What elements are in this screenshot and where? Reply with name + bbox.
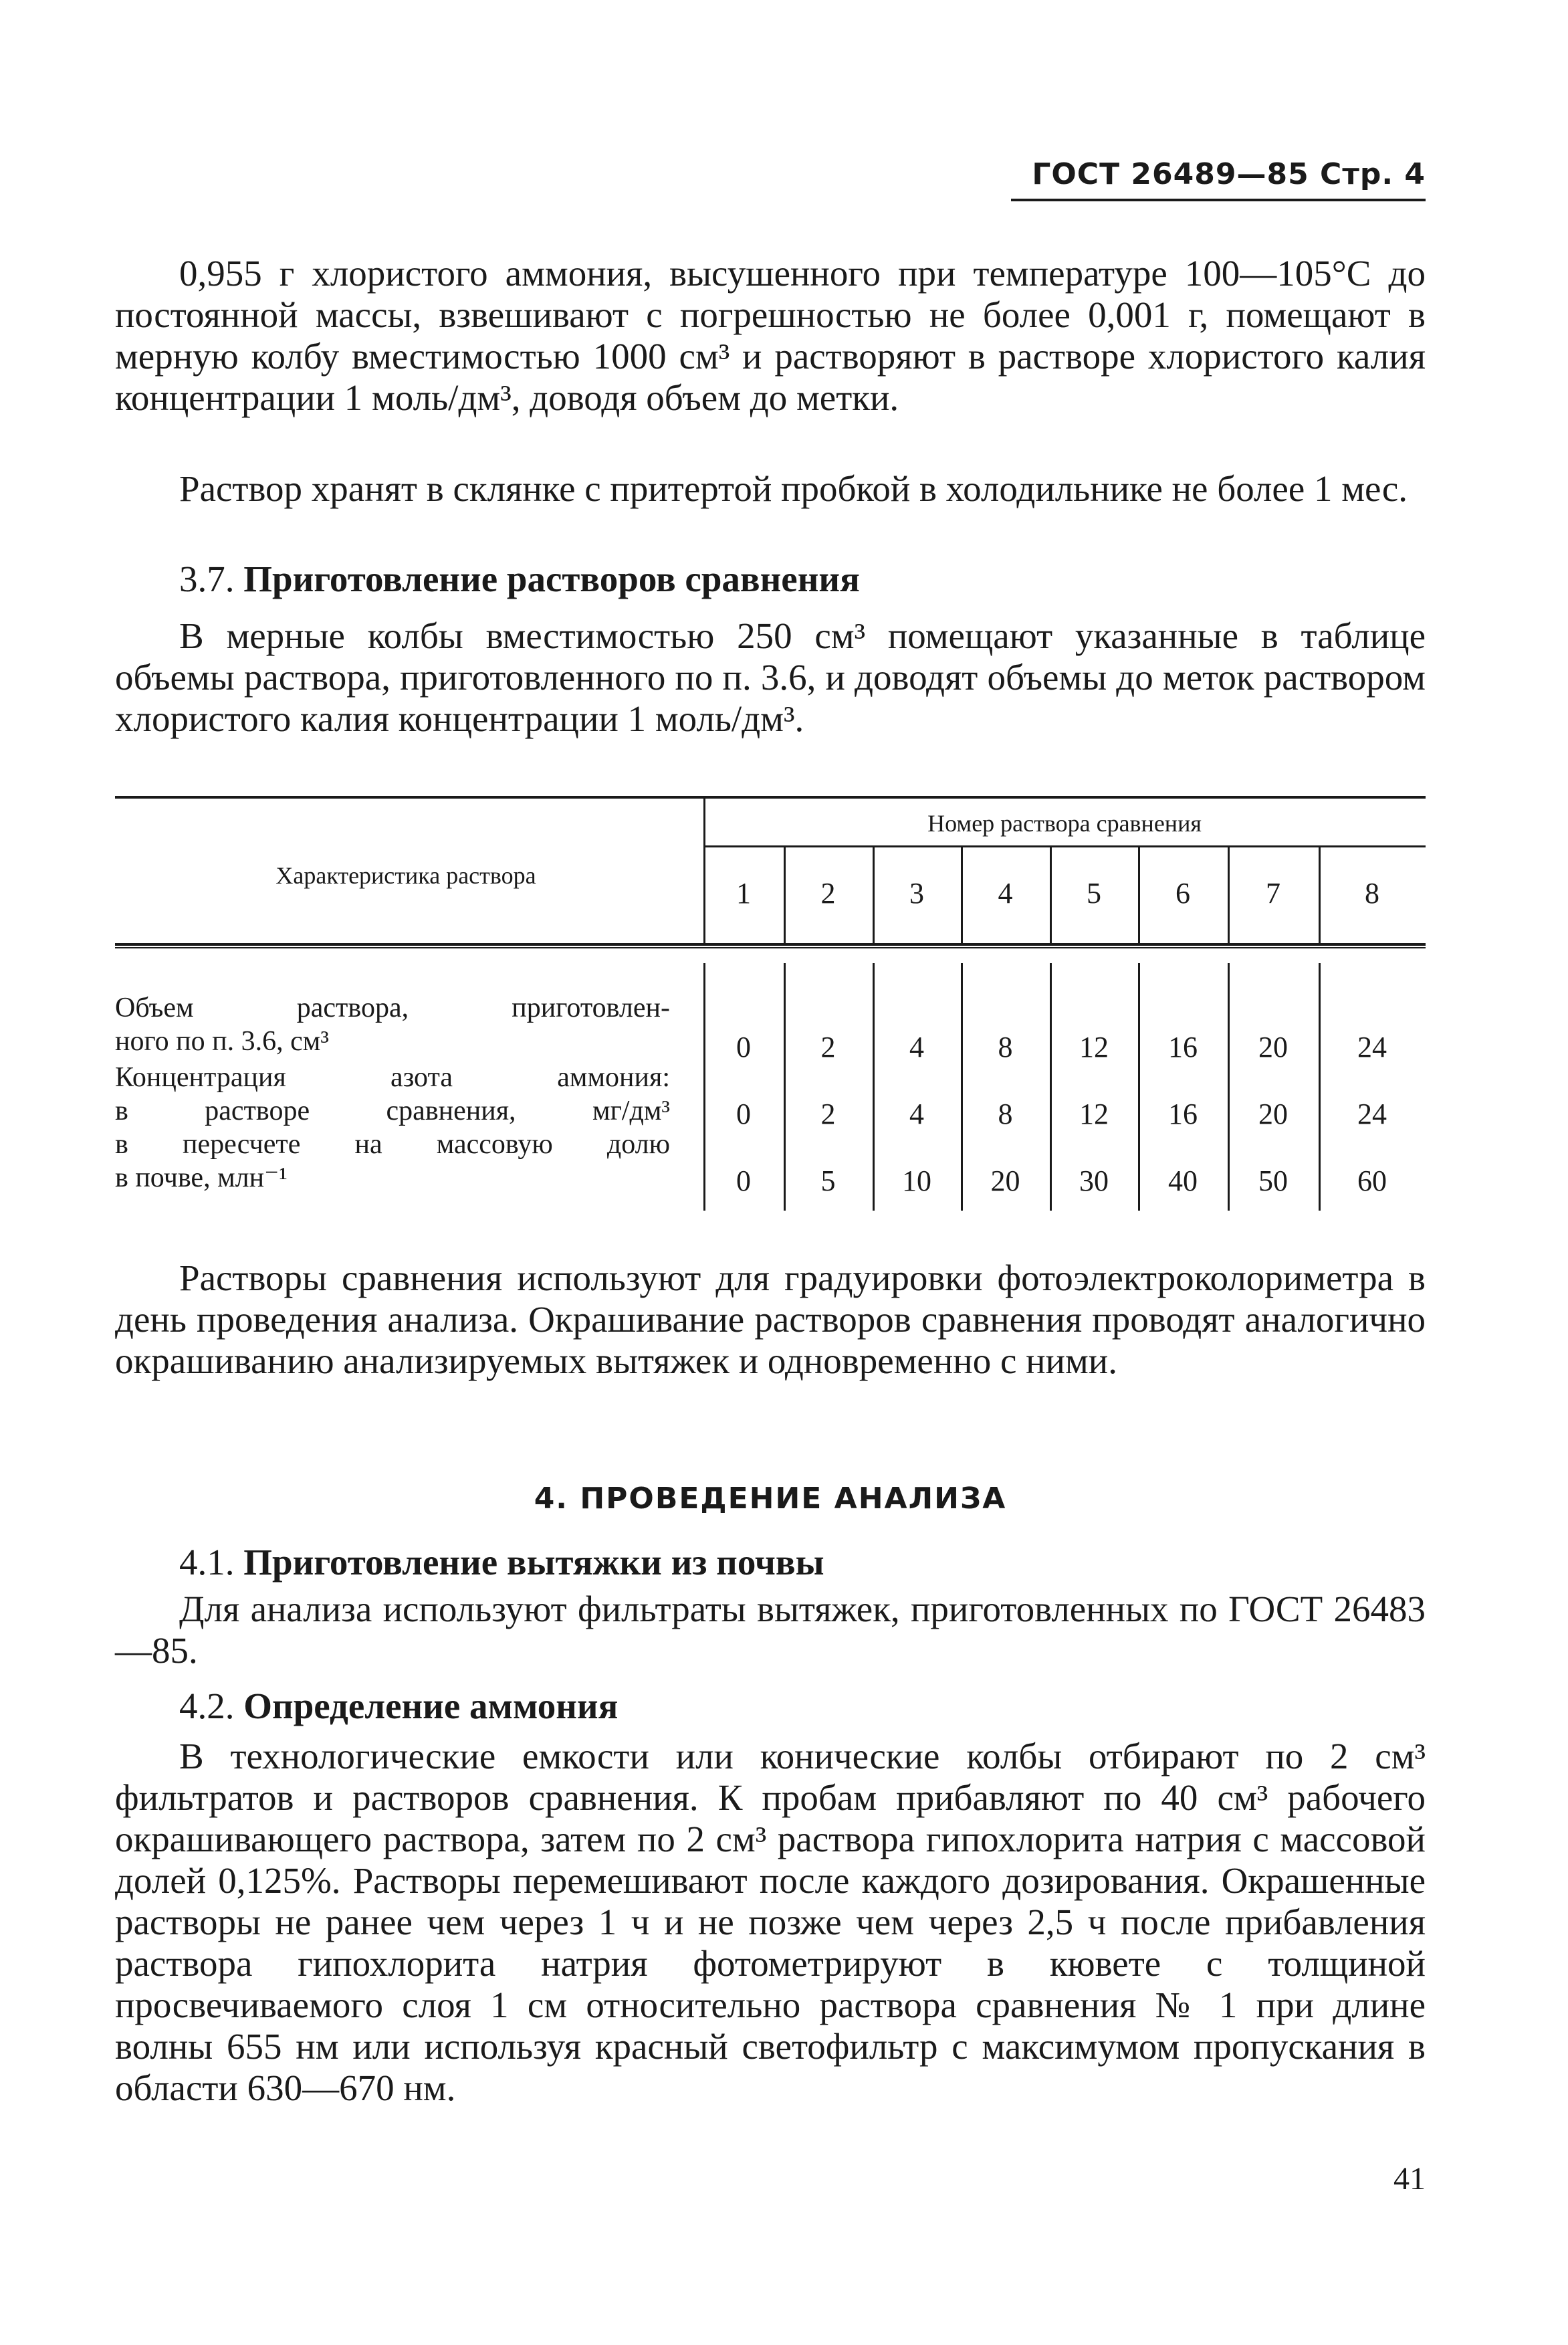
reference-solutions-table (115, 796, 1426, 1217)
table-cell: 0 (736, 1098, 751, 1130)
table-cell: 2 (820, 1098, 836, 1130)
table-cell: 4 (909, 1098, 924, 1130)
page-number: 41 (1393, 2161, 1426, 2197)
table-vline-header-left (703, 796, 705, 943)
section-4-1-title: Приготовление вытяжки из почвы (243, 1542, 824, 1583)
section-4-2-title: Определение аммония (243, 1686, 619, 1726)
table-row-3-label-line1: в пересчете на массовую долю (115, 1129, 670, 1160)
table-cell: 0 (736, 1031, 751, 1063)
table-header-rule-double (115, 947, 1426, 948)
table-row-3-label-line2: в почве, млн⁻¹ (115, 1162, 288, 1193)
table-top-rule (115, 796, 1426, 799)
table-cell: 30 (1079, 1164, 1109, 1197)
table-cell: 24 (1357, 1098, 1387, 1130)
section-4-2-heading (179, 1686, 618, 1727)
col-number: 2 (820, 877, 836, 910)
table-cell: 60 (1357, 1164, 1387, 1197)
paragraph-1: 0,955 г хлористого аммония, высушенного при температуре 100—105°С до постоянной массы, взвешивают с погрешностью не более 0,001 г, помещают в мерную колбу вместимостью 1000 см³ и растворяют в растворе хлористого калия концентрации 1 моль/дм³, доводя объем до метки. (115, 253, 1426, 418)
table-header-group: Номер раствора сравнения (927, 810, 1202, 837)
col-number: 3 (909, 877, 924, 910)
col-number: 8 (1365, 877, 1379, 910)
section-4-2-number: 4.2. (179, 1686, 235, 1726)
paragraph-6: В технологические емкости или конические колбы отбирают по 2 см³ фильтратов и растворов сравнения. К пробам прибавляют по 40 см³ рабочего окрашивающего раствора, затем по 2 см³ раствора гипохлорита натрия с массовой долей 0,125%. Растворы перемешивают после каждого дозирования. Окрашенные растворы не ранее чем через 1 ч и не позже чем через 2,5 ч после прибавления раствора гипохлорита натрия фотометрируют в кювете с толщиной просвечиваемого слоя 1 см относительно раствора сравнения № 1 при длине волны 655 нм или используя красный светофильтр с максимумом пропускания в области 630—670 нм. (115, 1736, 1426, 2108)
table-row-1-label-line2: ного по п. 3.6, см³ (115, 1026, 329, 1057)
document-page (115, 0, 1426, 2345)
table-cell: 10 (902, 1164, 931, 1197)
col-number: 1 (736, 877, 751, 910)
paragraph-3: В мерные колбы вместимостью 250 см³ помещают указанные в таблице объемы раствора, приготовленного по п. 3.6, и доводят объемы до меток раствором хлористого калия концентрации 1 моль/дм³. (115, 615, 1426, 739)
table-cell: 20 (1258, 1098, 1288, 1130)
table-cell: 40 (1168, 1164, 1198, 1197)
section-4-heading: 4. ПРОВЕДЕНИЕ АНАЛИЗА (534, 1482, 1007, 1516)
table-cell: 5 (820, 1164, 836, 1197)
table-cell: 20 (1258, 1031, 1288, 1063)
table-header-rule (115, 943, 1426, 946)
table-row-2-label-line2: в растворе сравнения, мг/дм³ (115, 1096, 670, 1126)
paragraph-4: Растворы сравнения используют для градуировки фотоэлектроколориметра в день проведения анализа. Окрашивание растворов сравнения проводят аналогично окрашиванию анализируемых вытяжек и одновременно с ними. (115, 1257, 1426, 1381)
section-3-7-number: 3.7. (179, 558, 235, 599)
table-group-underline (703, 845, 1426, 847)
paragraph-2: Раствор хранят в склянке с притертой пробкой в холодильнике не более 1 мес. (179, 468, 1408, 509)
table-row-2-label-line1: Концентрация азота аммония: (115, 1062, 670, 1093)
paragraph-5: Для анализа используют фильтраты вытяжек, приготовленных по ГОСТ 26483—85. (115, 1589, 1426, 1671)
table-cell: 20 (990, 1164, 1020, 1197)
col-number: 6 (1175, 877, 1190, 910)
section-4-1-number: 4.1. (179, 1542, 235, 1583)
table-cell: 8 (998, 1098, 1013, 1130)
table-cell: 8 (998, 1031, 1013, 1063)
table-cell: 12 (1079, 1031, 1109, 1063)
col-number: 5 (1087, 877, 1101, 910)
page-header: ГОСТ 26489—85 Стр. 4 (1032, 157, 1426, 191)
col-number: 7 (1266, 877, 1280, 910)
table-cell: 16 (1168, 1031, 1198, 1063)
table-row-1-label-line1: Объем раствора, приготовлен- (115, 993, 670, 1023)
table-cell: 16 (1168, 1098, 1198, 1130)
table-cell: 24 (1357, 1031, 1387, 1063)
table-cell: 50 (1258, 1164, 1288, 1197)
table-cell: 4 (909, 1031, 924, 1063)
table-cell: 2 (820, 1031, 836, 1063)
section-3-7-title: Приготовление растворов сравнения (243, 558, 860, 599)
section-4-1-heading (179, 1542, 824, 1583)
header-rule (1011, 199, 1426, 201)
table-cell: 12 (1079, 1098, 1109, 1130)
table-header-characteristic: Характеристика раствора (275, 862, 536, 889)
section-3-7-heading (179, 558, 860, 600)
col-number: 4 (998, 877, 1013, 910)
table-cell: 0 (736, 1164, 751, 1197)
